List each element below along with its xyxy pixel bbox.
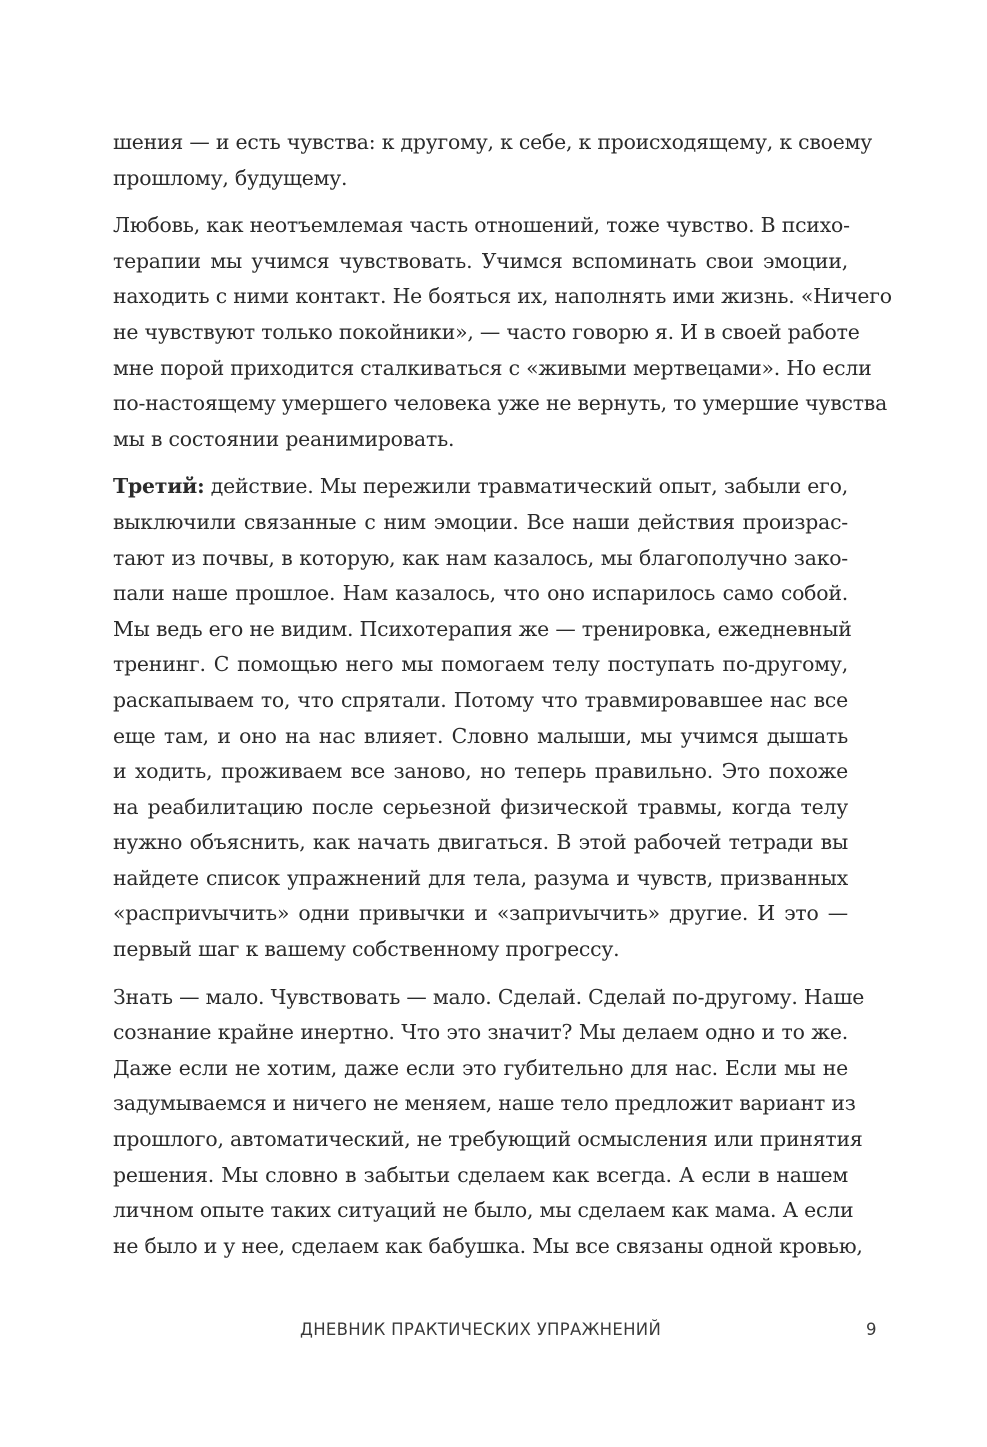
text-line: и ходить, проживаем все заново, но теперь правильно. Это похоже xyxy=(113,759,848,784)
text-line: пали наше прошлое. Нам казалось, что оно испарилось само собой. xyxy=(113,581,848,606)
text-line: прошлому, будущему. xyxy=(113,165,348,190)
text-line: Знать — мало. Чувствовать — мало. Сделай. Сделай по-другому. Наше xyxy=(113,984,865,1009)
text-line: личном опыте таких ситуаций не было, мы сделаем как мама. А если xyxy=(113,1198,854,1223)
text-line: выключили связанные с ним эмоции. Все наши действия произрас- xyxy=(113,509,848,534)
text-line: решения. Мы словно в забытьи сделаем как всегда. А если в нашем xyxy=(113,1162,848,1187)
text-line: Мы ведь его не видим. Психотерапия же — тренировка, ежедневный xyxy=(113,616,852,641)
text-line: по-настоящему умершего человека уже не вернуть, то умершие чувства xyxy=(113,391,888,416)
text-line: первый шаг к вашему собственному прогрессу. xyxy=(113,937,620,962)
text-line: Любовь, как неотъемлемая часть отношений, тоже чувство. В психо- xyxy=(113,213,850,238)
text-line: тают из почвы, в которую, как нам казалось, мы благополучно зако- xyxy=(113,545,848,570)
paragraph-4 xyxy=(113,980,865,1265)
body-text xyxy=(113,125,892,1276)
text-line: находить с ними контакт. Не бояться их, наполнять ими жизнь. «Ничего xyxy=(113,284,892,309)
page-number: 9 xyxy=(866,1320,877,1339)
text-line: Даже если не хотим, даже если это губительно для нас. Если мы не xyxy=(113,1055,848,1080)
text-line-with-lead xyxy=(113,469,848,505)
text-line: раскапываем то, что спрятали. Потому что травмировавшее нас все xyxy=(113,687,848,712)
paragraph-1 xyxy=(113,125,873,196)
text-line: «расприvычить» одни привычки и «заприvычить» другие. И это — xyxy=(113,901,848,926)
paragraph-2 xyxy=(113,208,892,457)
text-line: не было и у нее, сделаем как бабушка. Мы все связаны одной кровью, xyxy=(113,1233,863,1258)
text-line: на реабилитацию после серьезной физической травмы, когда телу xyxy=(113,794,848,819)
text-line: найдете список упражнений для тела, разума и чувств, призванных xyxy=(113,865,848,890)
text-line: задумываемся и ничего не меняем, наше тело предложит вариант из xyxy=(113,1091,856,1116)
paragraph-3 xyxy=(113,469,852,967)
text-line: тренинг. С помощью него мы помогаем телу поступать по-другому, xyxy=(113,652,848,677)
bold-lead-word: Третий: xyxy=(113,474,205,499)
text-line: терапии мы учимся чувствовать. Учимся вспоминать свои эмоции, xyxy=(113,248,848,273)
text-line: не чувствуют только покойники», — часто говорю я. И в своей работе xyxy=(113,319,860,344)
text-line-rest: действие. Мы пережили травматический опыт, забыли его, xyxy=(204,474,848,499)
text-line: еще там, и оно на нас влияет. Словно малыши, мы учимся дышать xyxy=(113,723,848,748)
text-line: мы в состоянии реанимировать. xyxy=(113,426,455,451)
text-line: сознание крайне инертно. Что это значит? Мы делаем одно и то же. xyxy=(113,1020,848,1045)
text-line: шения — и есть чувства: к другому, к себе, к происходящему, к своему xyxy=(113,130,873,154)
text-line: прошлого, автоматический, не требующий осмысления или принятия xyxy=(113,1127,863,1152)
text-line: нужно объяснить, как начать двигаться. В этой рабочей тетради вы xyxy=(113,830,848,855)
running-footer-title: ДНЕВНИК ПРАКТИЧЕСКИХ УПРАЖНЕНИЙ xyxy=(300,1320,662,1339)
text-line: мне порой приходится сталкиваться с «живыми мертвецами». Но если xyxy=(113,355,872,380)
